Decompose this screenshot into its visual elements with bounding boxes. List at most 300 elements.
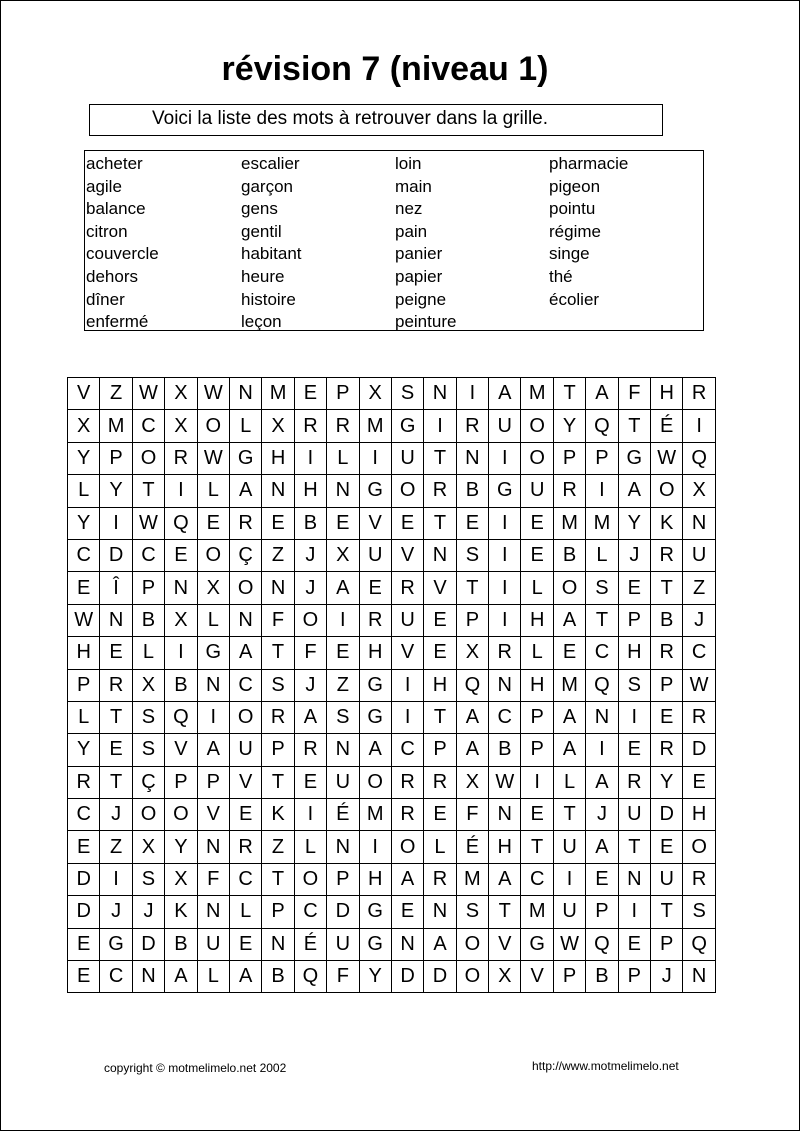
grid-cell: B	[262, 961, 294, 993]
grid-cell: J	[132, 896, 164, 928]
grid-cell: T	[262, 637, 294, 669]
grid-cell: V	[391, 637, 423, 669]
word-item: balance	[86, 199, 146, 219]
grid-cell: O	[456, 928, 488, 960]
grid-cell: O	[229, 701, 261, 733]
word-item: pointu	[549, 199, 596, 219]
grid-cell: L	[553, 766, 585, 798]
grid-cell: P	[262, 734, 294, 766]
grid-row	[68, 669, 716, 701]
word-item: singe	[549, 244, 590, 264]
grid-cell: E	[553, 637, 585, 669]
word-item: thé	[549, 266, 573, 286]
grid-cell: U	[327, 928, 359, 960]
grid-cell: O	[165, 799, 197, 831]
grid-cell: R	[294, 734, 326, 766]
grid-cell: H	[521, 669, 553, 701]
grid-cell: N	[424, 378, 456, 410]
grid-cell: C	[294, 896, 326, 928]
grid-cell: V	[359, 507, 391, 539]
grid-cell: H	[521, 604, 553, 636]
grid-cell: P	[618, 604, 650, 636]
grid-cell: W	[132, 378, 164, 410]
grid-cell: N	[683, 507, 715, 539]
grid-cell: D	[424, 961, 456, 993]
grid-cell: O	[391, 475, 423, 507]
grid-cell: D	[391, 961, 423, 993]
grid-cell: H	[294, 475, 326, 507]
grid-cell: V	[68, 378, 100, 410]
grid-cell: V	[521, 961, 553, 993]
grid-cell: K	[651, 507, 683, 539]
grid-cell: F	[294, 637, 326, 669]
grid-cell: V	[489, 928, 521, 960]
grid-cell: T	[651, 896, 683, 928]
grid-cell: Y	[68, 442, 100, 474]
grid-cell: X	[165, 604, 197, 636]
grid-cell: R	[553, 475, 585, 507]
grid-cell: C	[132, 410, 164, 442]
grid-cell: E	[68, 961, 100, 993]
grid-cell: L	[197, 604, 229, 636]
grid-cell: N	[229, 378, 261, 410]
grid-cell: V	[391, 539, 423, 571]
grid-cell: L	[586, 539, 618, 571]
grid-cell: T	[489, 896, 521, 928]
grid-cell: U	[359, 539, 391, 571]
word-item: pain	[395, 221, 428, 241]
grid-cell: O	[294, 604, 326, 636]
grid-cell: D	[68, 896, 100, 928]
grid-cell: C	[521, 863, 553, 895]
grid-cell: A	[553, 701, 585, 733]
grid-cell: R	[424, 766, 456, 798]
grid-cell: R	[683, 378, 715, 410]
grid-cell: Y	[100, 475, 132, 507]
grid-cell: B	[586, 961, 618, 993]
grid-cell: W	[489, 766, 521, 798]
grid-cell: Z	[683, 572, 715, 604]
grid-cell: W	[651, 442, 683, 474]
grid-cell: F	[197, 863, 229, 895]
grid-cell: J	[294, 669, 326, 701]
grid-cell: N	[197, 669, 229, 701]
grid-cell: F	[262, 604, 294, 636]
grid-cell: D	[68, 863, 100, 895]
word-list	[84, 150, 704, 331]
grid-cell: R	[229, 831, 261, 863]
word-item: escalier	[241, 154, 300, 173]
grid-cell: I	[489, 442, 521, 474]
grid-cell: P	[553, 961, 585, 993]
grid-cell: A	[456, 701, 488, 733]
grid-cell: A	[391, 863, 423, 895]
grid-cell: E	[651, 831, 683, 863]
grid-cell: W	[68, 604, 100, 636]
grid-cell: O	[294, 863, 326, 895]
grid-cell: E	[618, 572, 650, 604]
grid-cell: N	[165, 572, 197, 604]
grid-cell: J	[294, 539, 326, 571]
word-item: heure	[241, 266, 285, 286]
grid-cell: O	[132, 799, 164, 831]
grid-cell: B	[294, 507, 326, 539]
word-column-2	[241, 153, 391, 334]
site-url: http://www.motmelimelo.net	[532, 1059, 679, 1073]
grid-cell: P	[586, 442, 618, 474]
grid-cell: H	[359, 637, 391, 669]
grid-cell: X	[262, 410, 294, 442]
grid-cell: H	[262, 442, 294, 474]
word-item: peinture	[395, 312, 457, 332]
grid-cell: X	[489, 961, 521, 993]
grid-cell: U	[489, 410, 521, 442]
grid-cell: A	[586, 831, 618, 863]
grid-cell: R	[165, 442, 197, 474]
grid-cell: T	[553, 799, 585, 831]
grid-cell: A	[229, 961, 261, 993]
grid-cell: V	[165, 734, 197, 766]
grid-cell: A	[229, 637, 261, 669]
grid-row	[68, 572, 716, 604]
word-item: écolier	[549, 289, 600, 309]
grid-cell: Q	[165, 701, 197, 733]
grid-cell: T	[100, 701, 132, 733]
grid-cell: E	[327, 637, 359, 669]
grid-cell: X	[456, 766, 488, 798]
copyright-text: copyright © motmelimelo.net 2002	[104, 1061, 287, 1075]
grid-row	[68, 604, 716, 636]
grid-cell: R	[262, 701, 294, 733]
grid-cell: P	[618, 961, 650, 993]
grid-row	[68, 896, 716, 928]
word-item: garçon	[241, 176, 293, 196]
grid-cell: U	[391, 442, 423, 474]
grid-cell: P	[521, 701, 553, 733]
grid-cell: R	[651, 539, 683, 571]
grid-cell: A	[424, 928, 456, 960]
grid-cell: R	[683, 701, 715, 733]
grid-cell: I	[100, 863, 132, 895]
grid-cell: O	[197, 539, 229, 571]
grid-cell: M	[553, 669, 585, 701]
grid-cell: F	[618, 378, 650, 410]
grid-cell: L	[521, 572, 553, 604]
grid-cell: G	[521, 928, 553, 960]
grid-cell: G	[391, 410, 423, 442]
grid-cell: E	[327, 507, 359, 539]
grid-cell: G	[359, 896, 391, 928]
grid-cell: S	[132, 734, 164, 766]
grid-cell: H	[618, 637, 650, 669]
grid-row	[68, 410, 716, 442]
grid-cell: S	[132, 701, 164, 733]
grid-cell: E	[294, 378, 326, 410]
grid-cell: A	[359, 734, 391, 766]
grid-cell: L	[68, 475, 100, 507]
grid-cell: X	[197, 572, 229, 604]
grid-cell: N	[586, 701, 618, 733]
grid-cell: E	[229, 799, 261, 831]
grid-cell: X	[132, 669, 164, 701]
grid-cell: D	[651, 799, 683, 831]
grid-cell: N	[229, 604, 261, 636]
word-item: citron	[86, 221, 128, 241]
grid-cell: N	[197, 831, 229, 863]
word-item: enfermé	[86, 312, 149, 332]
grid-cell: Y	[553, 410, 585, 442]
grid-cell: R	[391, 766, 423, 798]
grid-cell: S	[586, 572, 618, 604]
grid-cell: E	[424, 604, 456, 636]
grid-cell: M	[100, 410, 132, 442]
grid-cell: I	[294, 799, 326, 831]
grid-cell: T	[262, 863, 294, 895]
grid-cell: U	[683, 539, 715, 571]
grid-row	[68, 863, 716, 895]
grid-cell: T	[424, 442, 456, 474]
grid-cell: T	[553, 378, 585, 410]
word-item: main	[395, 176, 432, 196]
grid-cell: C	[683, 637, 715, 669]
grid-cell: T	[618, 410, 650, 442]
grid-cell: Q	[683, 928, 715, 960]
grid-cell: I	[424, 410, 456, 442]
grid-cell: É	[651, 410, 683, 442]
letter-grid	[67, 377, 716, 993]
grid-cell: R	[683, 863, 715, 895]
grid-cell: P	[68, 669, 100, 701]
grid-cell: E	[165, 539, 197, 571]
grid-cell: A	[586, 766, 618, 798]
grid-cell: I	[197, 701, 229, 733]
grid-cell: R	[651, 734, 683, 766]
grid-cell: P	[651, 928, 683, 960]
grid-cell: L	[229, 410, 261, 442]
grid-cell: O	[132, 442, 164, 474]
grid-cell: V	[424, 572, 456, 604]
grid-cell: R	[424, 475, 456, 507]
grid-cell: I	[618, 701, 650, 733]
grid-cell: I	[618, 896, 650, 928]
word-item: pharmacie	[549, 154, 629, 173]
grid-cell: W	[132, 507, 164, 539]
grid-cell: S	[618, 669, 650, 701]
grid-cell: E	[618, 734, 650, 766]
grid-cell: M	[586, 507, 618, 539]
grid-cell: E	[229, 928, 261, 960]
grid-row	[68, 831, 716, 863]
grid-cell: S	[132, 863, 164, 895]
grid-cell: F	[327, 961, 359, 993]
grid-cell: I	[489, 572, 521, 604]
grid-cell: N	[262, 928, 294, 960]
grid-cell: T	[586, 604, 618, 636]
grid-cell: L	[424, 831, 456, 863]
grid-cell: W	[197, 378, 229, 410]
grid-cell: H	[359, 863, 391, 895]
grid-cell: D	[132, 928, 164, 960]
grid-cell: C	[68, 799, 100, 831]
grid-cell: K	[165, 896, 197, 928]
grid-cell: S	[262, 669, 294, 701]
grid-cell: T	[424, 507, 456, 539]
grid-cell: O	[229, 572, 261, 604]
grid-cell: Z	[100, 831, 132, 863]
grid-cell: Y	[618, 507, 650, 539]
grid-cell: U	[553, 896, 585, 928]
grid-cell: I	[165, 637, 197, 669]
grid-cell: A	[294, 701, 326, 733]
grid-row	[68, 475, 716, 507]
grid-cell: E	[456, 507, 488, 539]
word-item: pigeon	[549, 176, 601, 196]
grid-cell: T	[456, 572, 488, 604]
grid-cell: I	[586, 475, 618, 507]
grid-cell: S	[456, 896, 488, 928]
grid-cell: G	[100, 928, 132, 960]
grid-cell: P	[521, 734, 553, 766]
grid-cell: N	[197, 896, 229, 928]
grid-cell: R	[651, 637, 683, 669]
grid-cell: U	[521, 475, 553, 507]
grid-cell: O	[521, 410, 553, 442]
grid-cell: J	[100, 799, 132, 831]
grid-cell: G	[197, 637, 229, 669]
grid-cell: L	[197, 475, 229, 507]
grid-cell: J	[651, 961, 683, 993]
grid-cell: G	[359, 928, 391, 960]
grid-cell: P	[424, 734, 456, 766]
grid-cell: T	[424, 701, 456, 733]
grid-cell: N	[327, 831, 359, 863]
grid-cell: Q	[586, 928, 618, 960]
grid-cell: J	[683, 604, 715, 636]
word-item: dîner	[86, 289, 125, 309]
grid-cell: N	[683, 961, 715, 993]
grid-cell: B	[165, 928, 197, 960]
grid-cell: R	[424, 863, 456, 895]
grid-cell: C	[229, 669, 261, 701]
grid-cell: N	[391, 928, 423, 960]
grid-cell: N	[327, 734, 359, 766]
grid-row	[68, 961, 716, 993]
grid-cell: O	[553, 572, 585, 604]
word-item: couvercle	[86, 244, 159, 264]
grid-cell: C	[68, 539, 100, 571]
grid-cell: E	[521, 507, 553, 539]
grid-cell: J	[100, 896, 132, 928]
word-column-3	[395, 153, 545, 334]
grid-cell: P	[651, 669, 683, 701]
grid-cell: B	[456, 475, 488, 507]
grid-cell: I	[489, 604, 521, 636]
grid-cell: E	[100, 637, 132, 669]
grid-cell: N	[132, 961, 164, 993]
grid-cell: E	[197, 507, 229, 539]
grid-cell: N	[327, 475, 359, 507]
grid-cell: Q	[294, 961, 326, 993]
grid-cell: L	[132, 637, 164, 669]
grid-cell: M	[262, 378, 294, 410]
grid-cell: É	[456, 831, 488, 863]
grid-cell: I	[359, 442, 391, 474]
grid-cell: L	[327, 442, 359, 474]
grid-cell: E	[521, 799, 553, 831]
grid-cell: I	[391, 669, 423, 701]
grid-cell: W	[197, 442, 229, 474]
grid-cell: X	[359, 378, 391, 410]
grid-cell: C	[132, 539, 164, 571]
grid-cell: H	[651, 378, 683, 410]
grid-cell: M	[359, 410, 391, 442]
grid-cell: G	[489, 475, 521, 507]
grid-cell: E	[68, 572, 100, 604]
grid-cell: G	[359, 701, 391, 733]
grid-cell: E	[68, 831, 100, 863]
grid-cell: C	[489, 701, 521, 733]
grid-cell: Y	[359, 961, 391, 993]
grid-cell: N	[618, 863, 650, 895]
grid-cell: C	[391, 734, 423, 766]
grid-cell: C	[586, 637, 618, 669]
grid-cell: R	[327, 410, 359, 442]
grid-cell: R	[359, 604, 391, 636]
grid-row	[68, 799, 716, 831]
grid-cell: T	[132, 475, 164, 507]
grid-cell: X	[327, 539, 359, 571]
word-item: gentil	[241, 221, 282, 241]
grid-cell: N	[424, 539, 456, 571]
grid-cell: K	[262, 799, 294, 831]
grid-cell: V	[229, 766, 261, 798]
grid-cell: S	[683, 896, 715, 928]
grid-cell: E	[359, 572, 391, 604]
grid-cell: G	[359, 475, 391, 507]
grid-cell: E	[586, 863, 618, 895]
grid-cell: F	[456, 799, 488, 831]
grid-cell: M	[553, 507, 585, 539]
grid-cell: A	[553, 734, 585, 766]
grid-cell: N	[100, 604, 132, 636]
grid-cell: N	[262, 572, 294, 604]
grid-cell: X	[456, 637, 488, 669]
grid-cell: R	[456, 410, 488, 442]
word-item: panier	[395, 244, 443, 264]
grid-cell: Y	[651, 766, 683, 798]
grid-row	[68, 928, 716, 960]
grid-cell: E	[424, 799, 456, 831]
grid-cell: R	[489, 637, 521, 669]
grid-cell: R	[294, 410, 326, 442]
grid-cell: I	[489, 539, 521, 571]
grid-cell: Z	[262, 831, 294, 863]
grid-cell: E	[618, 928, 650, 960]
grid-cell: M	[359, 799, 391, 831]
grid-cell: Ç	[132, 766, 164, 798]
grid-cell: Y	[165, 831, 197, 863]
grid-cell: X	[165, 378, 197, 410]
word-item: peigne	[395, 289, 447, 309]
grid-cell: U	[651, 863, 683, 895]
word-column-4	[549, 153, 699, 311]
grid-cell: J	[618, 539, 650, 571]
grid-cell: P	[586, 896, 618, 928]
grid-cell: U	[391, 604, 423, 636]
grid-cell: E	[68, 928, 100, 960]
grid-cell: A	[327, 572, 359, 604]
grid-cell: I	[100, 507, 132, 539]
